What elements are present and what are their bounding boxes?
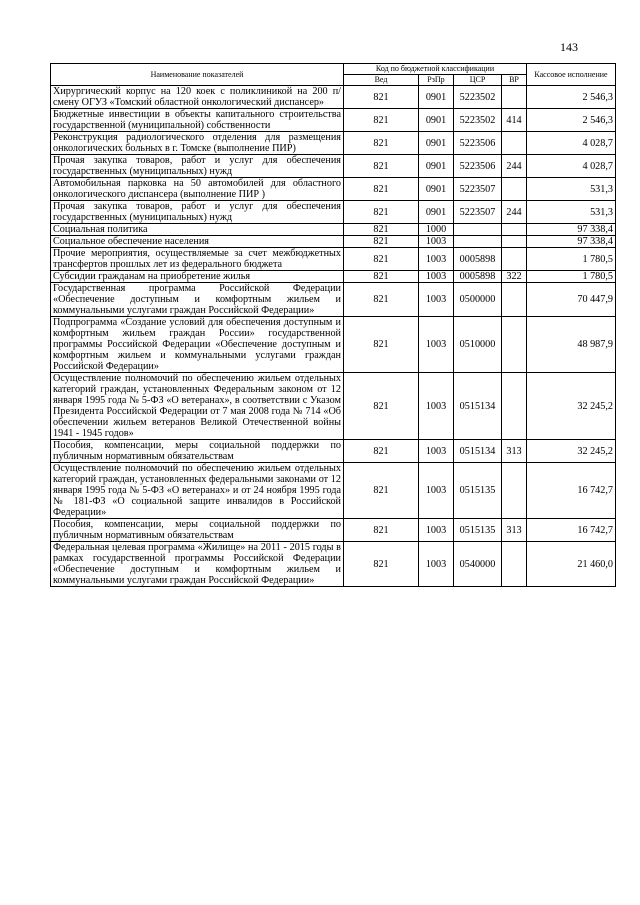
row-ved: 821: [344, 317, 419, 373]
row-csr: [454, 224, 502, 236]
row-vr: [502, 178, 527, 201]
row-vr: 313: [502, 519, 527, 542]
row-csr: 0005898: [454, 271, 502, 283]
header-rzpr: РзПр: [419, 75, 454, 86]
row-amount: 16 742,7: [527, 519, 616, 542]
row-name: Социальная политика: [51, 224, 344, 236]
row-amount: 2 546,3: [527, 109, 616, 132]
table-body: [51, 86, 616, 587]
row-rzpr: 0901: [419, 86, 454, 109]
row-name: Прочая закупка товаров, работ и услуг для обеспечения государственных (муниципальных) нужд: [51, 155, 344, 178]
row-vr: 414: [502, 109, 527, 132]
table-row: [51, 155, 616, 178]
table-row: [51, 271, 616, 283]
row-ved: 821: [344, 519, 419, 542]
row-amount: 97 338,4: [527, 236, 616, 248]
row-name: Прочая закупка товаров, работ и услуг для обеспечения государственных (муниципальных) нужд: [51, 201, 344, 224]
row-amount: 32 245,2: [527, 440, 616, 463]
row-name: Субсидии гражданам на приобретение жилья: [51, 271, 344, 283]
row-ved: 821: [344, 463, 419, 519]
row-name: Бюджетные инвестиции в объекты капитального строительства государственной (муниципальной) собственности: [51, 109, 344, 132]
row-amount: 2 546,3: [527, 86, 616, 109]
row-ved: 821: [344, 271, 419, 283]
row-vr: 322: [502, 271, 527, 283]
row-ved: 821: [344, 132, 419, 155]
table-row: [51, 373, 616, 440]
table-row: [51, 463, 616, 519]
row-vr: [502, 463, 527, 519]
table-row: [51, 178, 616, 201]
row-csr: 5223506: [454, 155, 502, 178]
row-amount: 16 742,7: [527, 463, 616, 519]
table-row: [51, 224, 616, 236]
row-ved: 821: [344, 373, 419, 440]
row-name: Государственная программа Российской Федерации «Обеспечение доступным и комфортным жильем и коммунальными услугами граждан Российской Федерации»: [51, 283, 344, 317]
row-rzpr: 1003: [419, 463, 454, 519]
row-name: Осуществление полномочий по обеспечению жильем отдельных категорий граждан, установленных Федеральным законом от 12 января 1995 года № 5-ФЗ «О ветеранах», в соответствии с Указом Президента Российской Федерации от 7 мая 2008 года № 714 «Об обеспечении жильем ветеранов Великой Отечественной войны 1941 - 1945 годов»: [51, 373, 344, 440]
row-ved: 821: [344, 236, 419, 248]
row-rzpr: 1003: [419, 373, 454, 440]
budget-table: [50, 63, 616, 587]
row-rzpr: 1003: [419, 542, 454, 587]
row-rzpr: 0901: [419, 178, 454, 201]
row-rzpr: 0901: [419, 109, 454, 132]
table-row: [51, 283, 616, 317]
row-ved: 821: [344, 178, 419, 201]
row-rzpr: 1003: [419, 236, 454, 248]
row-vr: 313: [502, 440, 527, 463]
row-vr: [502, 132, 527, 155]
row-name: Подпрограмма «Создание условий для обеспечения доступным и комфортным жильем граждан России» государственной программы Российской Федерации «Обеспечение доступным и комфортным жильем и коммунальными услугами граждан Российской Федерации»: [51, 317, 344, 373]
row-csr: 5223502: [454, 109, 502, 132]
row-name: Осуществление полномочий по обеспечению жильем отдельных категорий граждан, установленных федеральными законами от 12 января 1995 года № 5-ФЗ «О ветеранах» и от 24 ноября 1995 года № 181-ФЗ «О социальной защите инвалидов в Российской Федерации»: [51, 463, 344, 519]
row-vr: [502, 248, 527, 271]
row-amount: 4 028,7: [527, 132, 616, 155]
table-row: [51, 542, 616, 587]
row-ved: 821: [344, 542, 419, 587]
row-csr: 0510000: [454, 317, 502, 373]
row-name: Пособия, компенсации, меры социальной поддержки по публичным нормативным обязательствам: [51, 519, 344, 542]
row-amount: 531,3: [527, 178, 616, 201]
header-ved: Вед: [344, 75, 419, 86]
row-vr: [502, 542, 527, 587]
row-csr: 5223502: [454, 86, 502, 109]
header-csr: ЦСР: [454, 75, 502, 86]
table-row: [51, 519, 616, 542]
row-ved: 821: [344, 248, 419, 271]
row-amount: 70 447,9: [527, 283, 616, 317]
table-row: [51, 109, 616, 132]
page-number: 143: [560, 40, 578, 54]
row-csr: 0515134: [454, 440, 502, 463]
table-row: [51, 440, 616, 463]
row-csr: 0005898: [454, 248, 502, 271]
header-amount: Кассовое исполнение: [527, 64, 616, 86]
row-rzpr: 1003: [419, 519, 454, 542]
row-ved: 821: [344, 86, 419, 109]
row-amount: 21 460,0: [527, 542, 616, 587]
row-csr: 0500000: [454, 283, 502, 317]
table-row: [51, 86, 616, 109]
row-name: Пособия, компенсации, меры социальной поддержки по публичным нормативным обязательствам: [51, 440, 344, 463]
row-amount: 1 780,5: [527, 248, 616, 271]
row-amount: 531,3: [527, 201, 616, 224]
row-name: Автомобильная парковка на 50 автомобилей для областного онкологического диспансера (выполнение ПИР ): [51, 178, 344, 201]
row-vr: [502, 86, 527, 109]
row-rzpr: 1003: [419, 317, 454, 373]
table-header: [51, 64, 616, 86]
row-ved: 821: [344, 283, 419, 317]
row-vr: [502, 283, 527, 317]
row-amount: 48 987,9: [527, 317, 616, 373]
row-rzpr: 1003: [419, 440, 454, 463]
row-rzpr: 0901: [419, 201, 454, 224]
row-name: Федеральная целевая программа «Жилище» на 2011 - 2015 годы в рамках государственной программы Российской Федерации «Обеспечение доступным и комфортным жильем и коммунальными услугами граждан Российской Федерации»: [51, 542, 344, 587]
header-vr: ВР: [502, 75, 527, 86]
row-name: Социальное обеспечение населения: [51, 236, 344, 248]
row-rzpr: 1000: [419, 224, 454, 236]
row-amount: 4 028,7: [527, 155, 616, 178]
row-vr: 244: [502, 201, 527, 224]
row-amount: 1 780,5: [527, 271, 616, 283]
row-amount: 32 245,2: [527, 373, 616, 440]
row-name: Прочие мероприятия, осуществляемые за счет межбюджетных трансфертов прошлых лет из федерального бюджета: [51, 248, 344, 271]
row-ved: 821: [344, 440, 419, 463]
row-vr: [502, 236, 527, 248]
row-vr: [502, 373, 527, 440]
header-name: Наименование показателей: [51, 64, 344, 86]
row-vr: [502, 317, 527, 373]
row-ved: 821: [344, 201, 419, 224]
row-rzpr: 1003: [419, 271, 454, 283]
row-ved: 821: [344, 109, 419, 132]
row-ved: 821: [344, 155, 419, 178]
row-rzpr: 1003: [419, 248, 454, 271]
row-csr: 0515135: [454, 519, 502, 542]
row-name: Реконструкция радиологического отделения для размещения онкологических больных в г. Томске (выполнение ПИР): [51, 132, 344, 155]
row-csr: 0540000: [454, 542, 502, 587]
row-csr: 0515135: [454, 463, 502, 519]
row-amount: 97 338,4: [527, 224, 616, 236]
table-row: [51, 132, 616, 155]
table-row: [51, 248, 616, 271]
row-ved: 821: [344, 224, 419, 236]
row-rzpr: 0901: [419, 132, 454, 155]
table-row: [51, 317, 616, 373]
row-vr: 244: [502, 155, 527, 178]
header-budget-code: Код по бюджетной классификации: [344, 64, 527, 75]
table-row: [51, 236, 616, 248]
row-csr: [454, 236, 502, 248]
row-name: Хирургический корпус на 120 коек с поликлиникой на 200 п/смену ОГУЗ «Томский областной онкологический диспансер»: [51, 86, 344, 109]
row-vr: [502, 224, 527, 236]
row-csr: 5223507: [454, 201, 502, 224]
table-row: [51, 201, 616, 224]
row-rzpr: 0901: [419, 155, 454, 178]
row-csr: 5223507: [454, 178, 502, 201]
row-csr: 5223506: [454, 132, 502, 155]
row-csr: 0515134: [454, 373, 502, 440]
row-rzpr: 1003: [419, 283, 454, 317]
